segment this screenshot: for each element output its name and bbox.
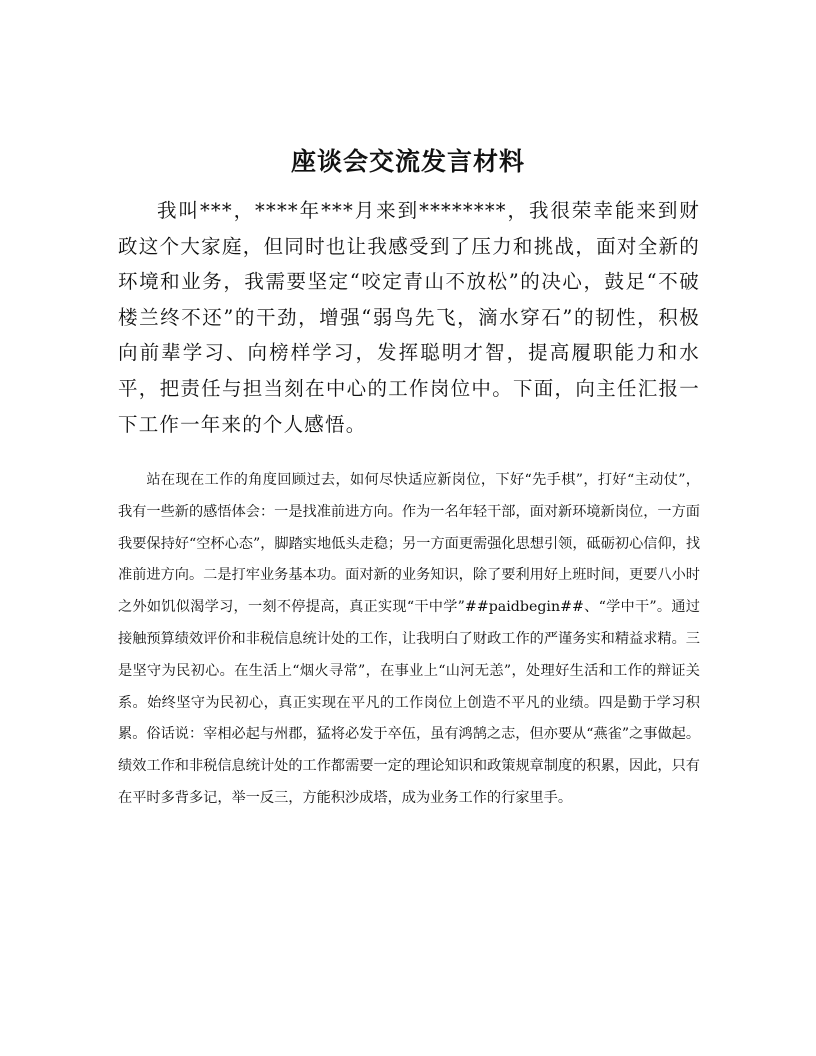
paragraph-intro: 我叫***，****年***月来到********，我很荣幸能来到财政这个大家庭，但同时也让我感受到了压力和挑战，面对全新的环境和业务，我需要坚定“咬定青山不放松”的决心，鼓足“不破楼兰终不还”的干劲，增强“弱鸟先飞，滴水穿石”的韧性，积极向前辈学习、向榜样学习，发挥聪明才智，提高履职能力和水平，把责任与担当刻在中心的工作岗位中。下面，向主任汇报一下工作一年来的个人感悟。 xyxy=(118,199,700,436)
document-title: 座谈会交流发言材料 xyxy=(290,147,525,176)
paragraph-body: 站在现在工作的角度回顾过去，如何尽快适应新岗位，下好“先手棋”，打好“主动仗”，我有一些新的感悟体会：一是找准前进方向。作为一名年轻干部，面对新环境新岗位，一方面我要保持好“空杯心态”，脚踏实地低头走稳；另一方面更需强化思想引领，砥砺初心信仰，找准前进方向。二是打牢业务基本功。面对新的业务知识，除了要利用好上班时间，更要八小时之外如饥似渴学习，一刻不停提高，真正实现“干中学”##paidbegin##、“学中干”。通过接触预算绩效评价和非税信息统计处的工作，让我明白了财政工作的严谨务实和精益求精。三是坚守为民初心。在生活上“烟火寻常”，在事业上“山河无恙”，处理好生活和工作的辩证关系。始终坚守为民初心，真正实现在平凡的工作岗位上创造不平凡的业绩。四是勤于学习积累。俗话说：宰相必起与州郡，猛将必发于卒伍，虽有鸿鹄之志，但亦要从“燕雀”之事做起。绩效工作和非税信息统计处的工作都需要一定的理论知识和政策规章制度的积累，因此，只有在平时多背多记，举一反三，方能积沙成塔，成为业务工作的行家里手。 xyxy=(118,472,701,806)
